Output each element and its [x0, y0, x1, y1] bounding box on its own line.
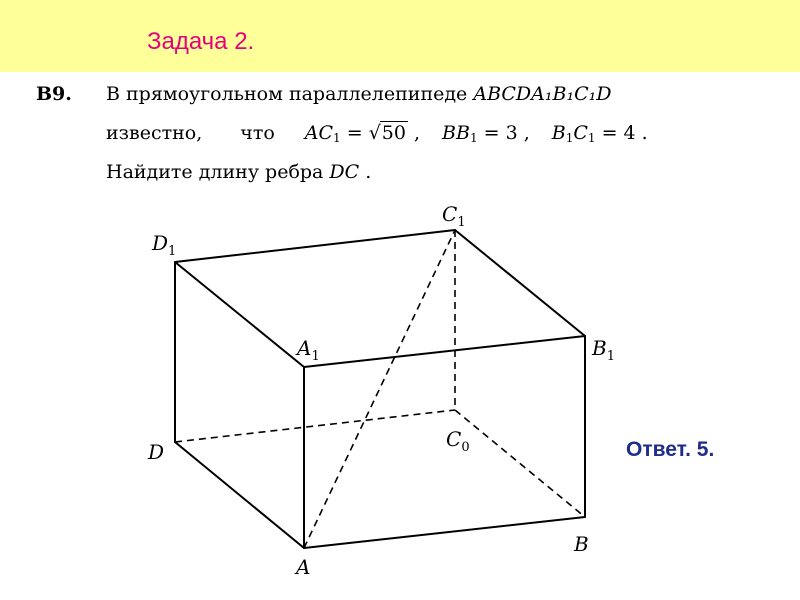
sep2: ,: [523, 122, 530, 144]
answer-text: Ответ. 5.: [626, 438, 715, 461]
line2-end: .: [641, 122, 648, 144]
cond2-left: BB: [442, 122, 470, 144]
vertex-label-C0: $C_0$: [446, 427, 470, 455]
edge-DA: [175, 442, 304, 548]
figure-name: ABCDA₁B₁C₁D: [473, 83, 612, 105]
cond1-sub: 1: [333, 131, 341, 145]
edge-A1B1: [304, 336, 585, 367]
problem-line-1-text: В прямоугольном параллелепипеде: [106, 83, 468, 105]
cond3-b: C: [573, 122, 588, 144]
vertex-label-D1: $D_1$: [152, 231, 177, 259]
cond1-eq: =: [340, 122, 369, 144]
vertex-label-B: B: [574, 532, 589, 556]
edge-C0B-hidden: [455, 410, 585, 517]
cond2-rest: = 3: [477, 122, 518, 144]
cond1-left: AC: [304, 122, 334, 144]
edge-AB: [304, 517, 585, 548]
sqrt-sign: √: [368, 122, 381, 144]
word-izvestno: известно,: [106, 122, 203, 144]
vertex-label-D: D: [148, 440, 165, 464]
cond3-a-sub: 1: [565, 131, 574, 145]
cond1-value: 50: [381, 122, 406, 144]
vertex-label-C1: $C_1$: [442, 202, 466, 230]
cond3-b-sub: 1: [587, 131, 596, 145]
edge-DC0-hidden: [175, 410, 455, 442]
slide-title: Задача 2.: [147, 28, 255, 55]
vertex-label-A1: $A_1$: [297, 336, 320, 364]
vertex-label-B1: $B_1$: [592, 336, 615, 364]
cond2-sub: 1: [469, 131, 478, 145]
edge-D1C1: [175, 230, 455, 262]
cond3-rest: = 4: [595, 122, 636, 144]
line3-end: .: [365, 161, 372, 183]
problem-line-3-text: Найдите длину ребра: [106, 161, 324, 183]
problem-number: B9.: [36, 83, 72, 105]
cond3-a: B: [551, 122, 566, 144]
vertex-label-A: A: [296, 555, 311, 579]
diagonal-AC1: [304, 230, 455, 548]
word-chto: что: [240, 122, 275, 144]
edge-C1B1: [455, 230, 585, 336]
target-edge: DC: [329, 161, 360, 183]
edge-D1A1: [175, 262, 304, 367]
sep1: ,: [413, 122, 421, 144]
